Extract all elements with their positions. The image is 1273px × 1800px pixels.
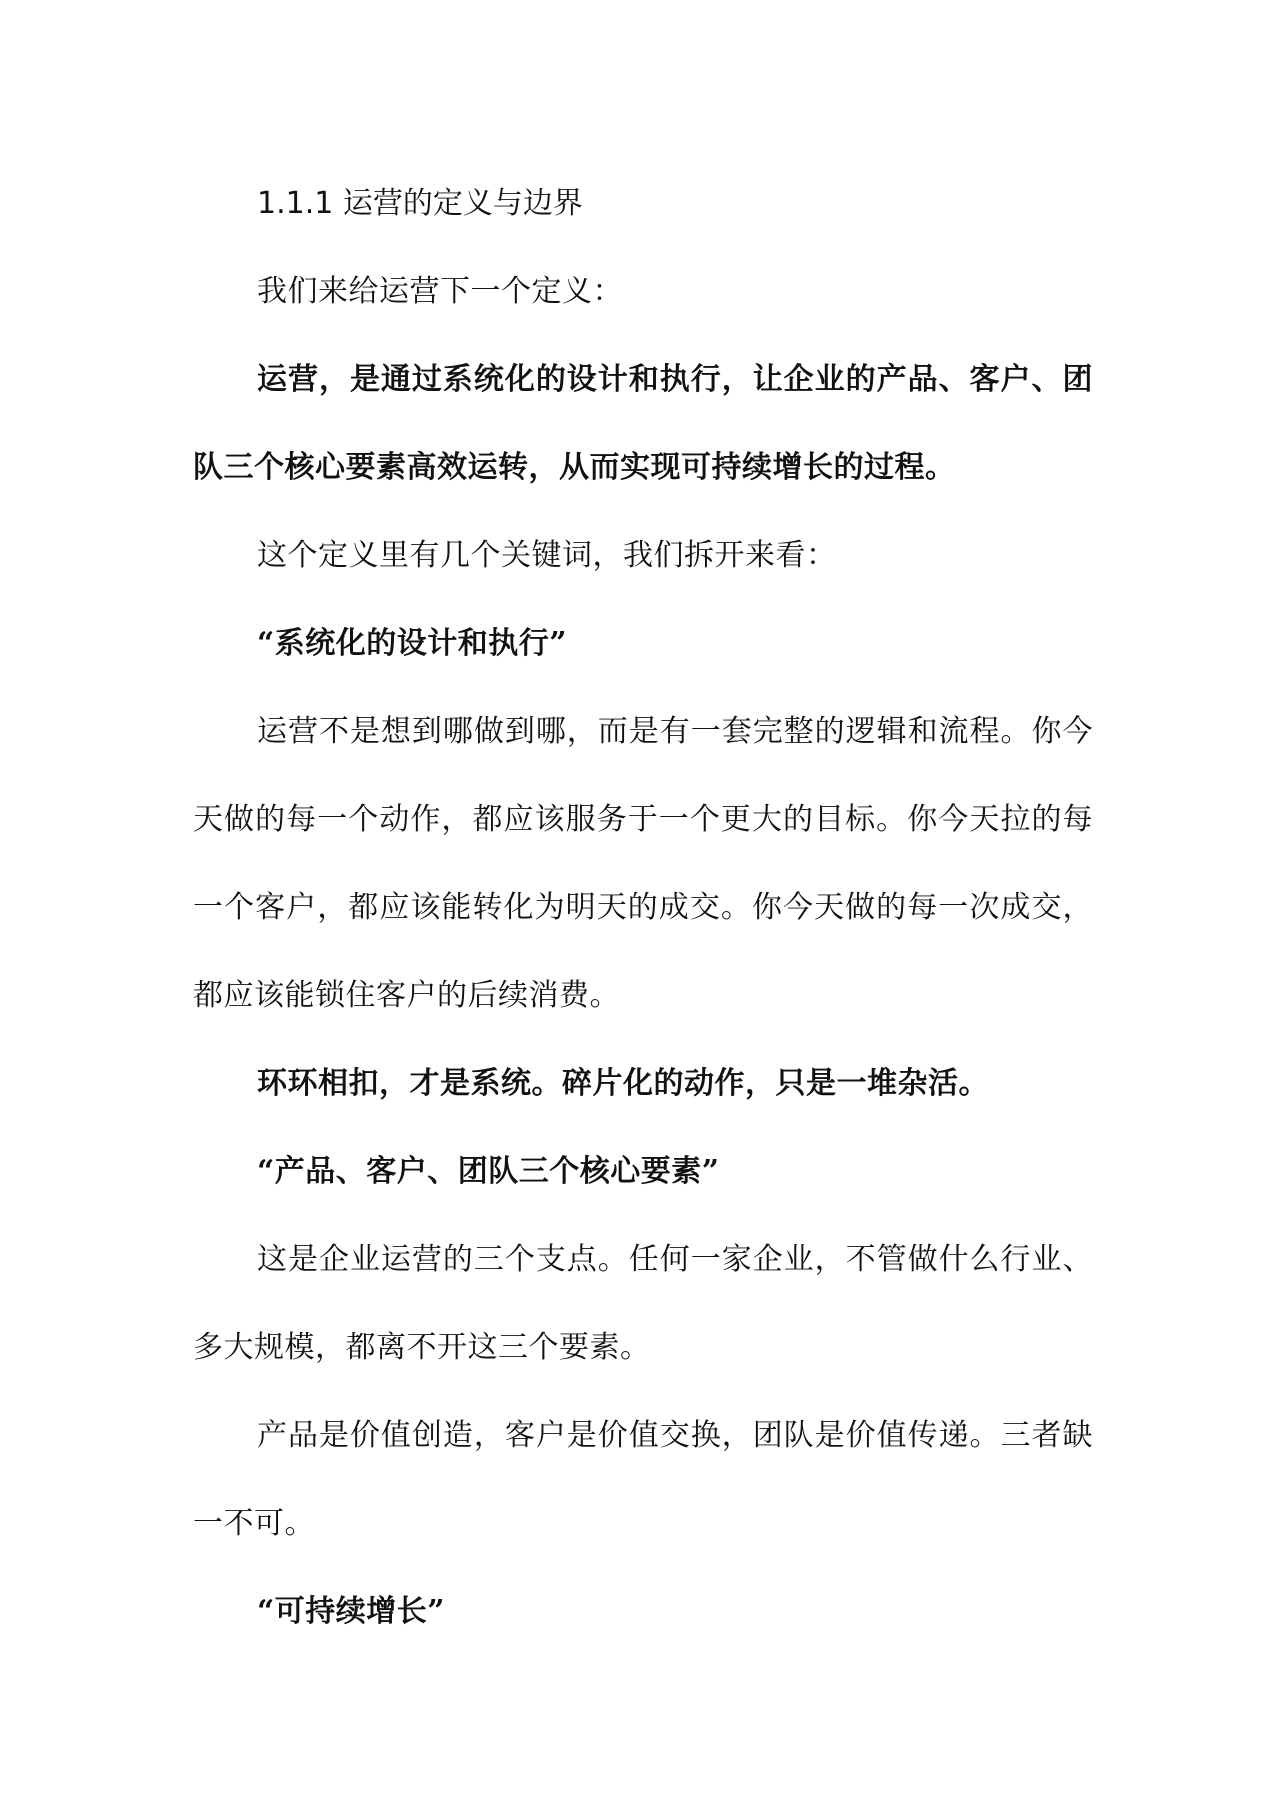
paragraph-definition-intro: 我们来给运营下一个定义：	[257, 274, 623, 309]
paragraph-keywords-intro: 这个定义里有几个关键词，我们拆开来看：	[257, 538, 837, 573]
paragraph-elements-value: 产品是价值创造，客户是价值交换，团队是价值传递。三者缺一不可。	[193, 1418, 1093, 1541]
paragraph-system-explanation: 运营不是想到哪做到哪，而是有一套完整的逻辑和流程。你今天做的每一个动作，都应该服务于一个更大的目标。你今天拉的每一个客户，都应该能转化为明天的成交。你今天做的每一次成交，都应该能锁住客户的后续消费。	[193, 714, 1093, 1013]
paragraph-elements-explanation: 这是企业运营的三个支点。任何一家企业，不管做什么行业、多大规模，都离不开这三个要素。	[193, 1242, 1093, 1365]
section-heading: 1.1.1 运营的定义与边界	[257, 186, 583, 221]
paragraph-definition: 运营，是通过系统化的设计和执行，让企业的产品、客户、团队三个核心要素高效运转，从而实现可持续增长的过程。	[193, 362, 1093, 485]
page-content	[193, 160, 1093, 1656]
keyword-title-system: “系统化的设计和执行”	[257, 626, 568, 661]
keyword-title-growth: “可持续增长”	[257, 1594, 446, 1629]
keyword-title-elements: “产品、客户、团队三个核心要素”	[257, 1154, 720, 1189]
paragraph-system-summary: 环环相扣，才是系统。碎片化的动作，只是一堆杂活。	[257, 1066, 989, 1101]
